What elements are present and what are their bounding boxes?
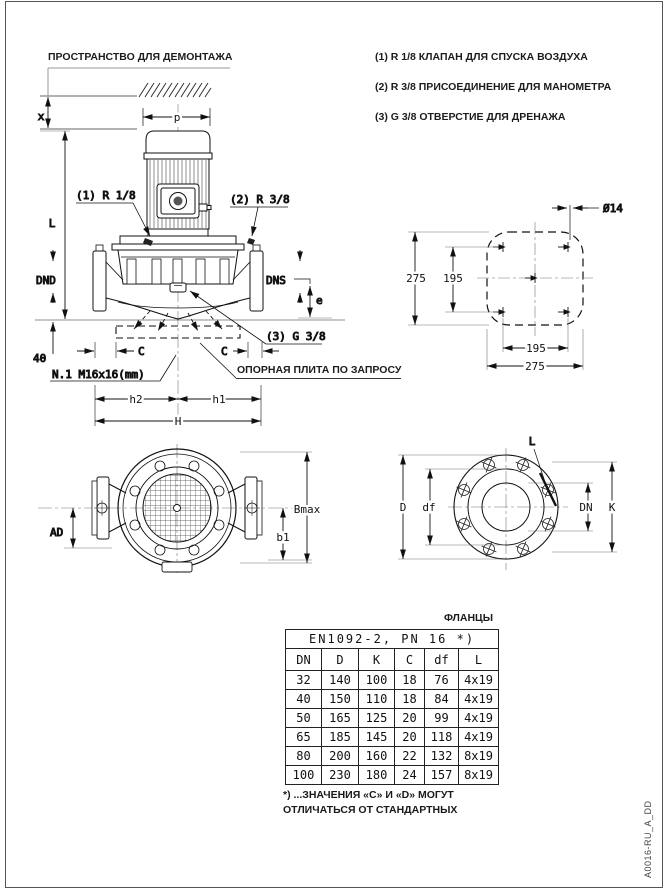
table-footnote (283, 788, 457, 817)
note-air-valve: (1) R 1/8 КЛАПАН ДЛЯ СПУСКА ВОЗДУХА (375, 51, 588, 63)
table-row: 100 230 180 24 157 8x19 (286, 766, 499, 785)
table-row: 32 140 100 18 76 4x19 (286, 671, 499, 690)
hatch-area (139, 83, 211, 97)
dim-bmax: Bmax (293, 503, 321, 516)
dim-hole-dia: Ø14 (603, 202, 623, 215)
dim-flange-l: L (528, 435, 536, 448)
note-drain-hole: (3) G 3/8 ОТВЕРСТИЕ ДЛЯ ДРЕНАЖА (375, 111, 566, 123)
dim-c-right: C (221, 345, 228, 358)
table-row: 65 185 145 20 118 4x19 (286, 728, 499, 747)
dim-c-left: C (138, 345, 145, 358)
baseplate-dimensions (408, 205, 599, 370)
table-row: 50 165 125 20 99 4x19 (286, 709, 499, 728)
dim-40: 40 (33, 352, 47, 365)
anchor-bolts-label: N.1 M16x16(mm) (52, 368, 145, 381)
col-header-k: K (359, 649, 395, 671)
motor (144, 131, 212, 236)
dim-dns: DNS (266, 274, 286, 287)
flange-table-standard: EN1092-2, PN 16 *) (286, 630, 499, 649)
dim-l: L (48, 217, 56, 230)
dim-195-h: 195 (526, 342, 546, 355)
dim-h1: h1 (212, 393, 226, 406)
dim-195-v: 195 (443, 272, 463, 285)
dim-b1: b1 (276, 531, 290, 544)
table-row: 80 200 160 22 132 8x19 (286, 747, 499, 766)
col-header-c: C (395, 649, 425, 671)
callout-drain: (3) G 3/8 (266, 330, 326, 343)
dim-flange-df: df (422, 501, 436, 514)
callout-gauge: (2) R 3/8 (230, 193, 290, 206)
dim-flange-dn: DN (579, 501, 593, 514)
flange-table-caption: ФЛАНЦЫ (443, 612, 493, 624)
col-header-l: L (459, 649, 499, 671)
dim-ad: AD (50, 526, 64, 539)
lantern-bracket (112, 236, 244, 284)
dim-h2: h2 (129, 393, 143, 406)
callout-air-valve: (1) R 1/8 (76, 189, 136, 202)
dismantling-space-label: ПРОСТРАНСТВО ДЛЯ ДЕМОНТАЖА (48, 51, 233, 63)
col-header-df: df (425, 649, 459, 671)
dim-flange-k: K (608, 501, 616, 514)
dim-flange-d: D (399, 501, 407, 514)
footnote-line-1: *) ...ЗНАЧЕНИЯ «С» И «D» МОГУТ (283, 789, 454, 801)
support-plate-label: ОПОРНАЯ ПЛИТА ПО ЗАПРОСУ (237, 364, 401, 379)
dim-p: p (173, 111, 181, 124)
dismantling-space-lines (37, 68, 230, 129)
dim-e: e (316, 294, 323, 307)
col-header-d: D (322, 649, 359, 671)
document-number: A0016-RU_A_DD (643, 800, 653, 878)
note-gauge-connection: (2) R 3/8 ПРИСОЕДИНЕНИЕ ДЛЯ МАНОМЕТРА (375, 81, 612, 93)
flange-table (285, 629, 499, 785)
dim-x: x (37, 110, 45, 123)
dim-275-h: 275 (525, 360, 545, 373)
dim-h: H (174, 415, 182, 428)
top-view-drawing (38, 444, 321, 576)
col-header-dn: DN (286, 649, 322, 671)
dim-dnd: DND (36, 274, 56, 287)
footnote-line-2: ОТЛИЧАТЬСЯ ОТ СТАНДАРТНЫХ (283, 803, 458, 816)
table-row: 40 150 110 18 84 4x19 (286, 690, 499, 709)
baseplate-view-drawing (406, 202, 623, 373)
dim-275-v: 275 (406, 272, 426, 285)
flange-view-drawing (398, 435, 617, 570)
